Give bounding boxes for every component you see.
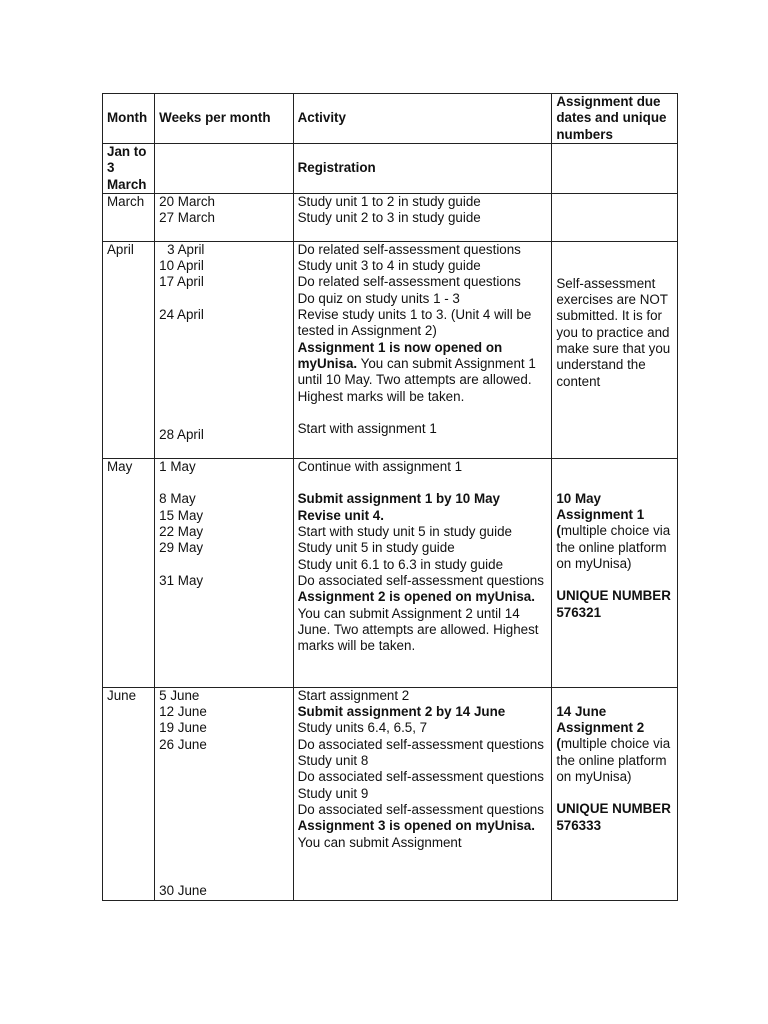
cell-assignment: [552, 687, 678, 900]
table-row-june: [103, 687, 678, 900]
unique-number: UNIQUE NUMBER 576321: [556, 588, 671, 620]
activity-line: Do associated self-assessment questions: [297, 769, 544, 785]
activity-line: Study unit 9: [297, 785, 369, 801]
activity-text: You can submit Assignment 1 until 10 May. Two attempts are allowed. Highest marks will be taken.: [297, 355, 536, 404]
cell-month: [103, 241, 155, 458]
activity-line: Continue with assignment 1: [297, 458, 463, 474]
week-label: 17 April: [159, 274, 204, 290]
week-label: 22 May: [159, 524, 204, 540]
cell-assignment: [552, 458, 678, 687]
week-label: 12 June: [159, 704, 207, 720]
activity-line: Study unit 2 to 3 in study guide: [297, 210, 481, 226]
activity-line: Do associated self-assessment questions: [297, 572, 544, 588]
activity-line: Study unit 1 to 2 in study guide: [297, 193, 481, 209]
table-row-april: [103, 241, 678, 458]
activity-bold: Assignment 2 is opened on myUnisa.: [297, 589, 535, 605]
cell-activity: [293, 241, 552, 458]
cell-month: [103, 687, 155, 900]
cell-assignment: [552, 193, 678, 241]
cell-activity: [293, 193, 552, 241]
month-label: May: [107, 458, 133, 474]
cell-weeks: [155, 241, 293, 458]
week-label: 19 June: [159, 720, 207, 736]
activity-paragraph: [298, 589, 548, 654]
week-label: 8 May: [159, 491, 196, 507]
week-label: 30 June: [159, 883, 207, 899]
cell-weeks: [155, 144, 293, 194]
cell-activity: [293, 458, 552, 687]
cell-weeks: [155, 193, 293, 241]
header-row: [103, 94, 678, 144]
header-weeks: Weeks per month: [155, 94, 293, 144]
cell-activity: [293, 687, 552, 900]
activity-line: Do related self-assessment questions: [297, 241, 521, 257]
week-label: 20 March: [159, 193, 215, 209]
schedule-table: [102, 93, 678, 901]
activity-line: Study units 6.4, 6.5, 7: [297, 720, 428, 736]
cell-assignment: [552, 144, 678, 194]
activity-line: Do quiz on study units 1 - 3: [297, 290, 460, 306]
month-label: Jan to 3 March: [107, 144, 147, 192]
assignment-date: 10 May: [556, 490, 602, 506]
assignment-desc: multiple choice via the online platform on myUnisa): [556, 523, 671, 572]
activity-text: You can submit Assignment 2 until 14 June. Two attempts are allowed. Highest marks will be taken.: [297, 605, 539, 654]
table-row-march: [103, 193, 678, 241]
month-label: June: [107, 687, 137, 703]
activity-bold: Assignment 3 is opened on myUnisa.: [297, 818, 535, 834]
activity-line: Revise study units 1 to 3. (Unit 4 will be tested in Assignment 2): [297, 307, 532, 339]
activity-line: Start assignment 2: [297, 687, 410, 703]
cell-weeks: [155, 458, 293, 687]
cell-activity: [293, 144, 552, 194]
week-label: 28 April: [159, 427, 204, 443]
week-label: 15 May: [159, 507, 204, 523]
activity-line: Study unit 3 to 4 in study guide: [297, 258, 481, 274]
assignment-open-paren: (: [556, 523, 561, 539]
week-label: 10 April: [159, 258, 204, 274]
unique-number: UNIQUE NUMBER 576333: [556, 801, 671, 833]
cell-month: [103, 193, 155, 241]
month-label: April: [107, 241, 134, 257]
cell-assignment: [552, 241, 678, 458]
activity-line: Study unit 5 in study guide: [297, 540, 455, 556]
table-row-may: [103, 458, 678, 687]
activity-bold: Submit assignment 1 by 10 May: [297, 491, 501, 507]
week-label: 26 June: [159, 736, 207, 752]
cell-month: [103, 458, 155, 687]
week-label: 31 May: [159, 572, 204, 588]
assignment-desc: multiple choice via the online platform on myUnisa): [556, 736, 671, 785]
assignment-note: Self-assessment exercises are NOT submitted. It is for you to practice and make sure that you understand the content: [556, 275, 671, 389]
assignment-name: Assignment 1: [556, 507, 645, 523]
activity-line: Start with study unit 5 in study guide: [297, 524, 512, 540]
assignment-desc-wrap: [556, 523, 673, 572]
week-label: 1 May: [159, 458, 196, 474]
activity-line: Study unit 6.1 to 6.3 in study guide: [297, 556, 504, 572]
activity-line: Start with assignment 1: [297, 420, 437, 436]
table-row-registration: [103, 144, 678, 194]
assignment-date: 14 June: [556, 703, 607, 719]
assignment-open-paren: (: [556, 736, 561, 752]
header-assignment: Assignment due dates and unique numbers: [552, 94, 678, 144]
assignment-name: Assignment 2: [556, 720, 645, 736]
activity-paragraph: [298, 818, 548, 851]
activity-bold: Revise unit 4.: [297, 507, 384, 523]
activity-paragraph: [298, 340, 548, 405]
week-label: 5 June: [159, 687, 200, 703]
week-label: 27 March: [159, 210, 215, 226]
week-label: 24 April: [159, 307, 204, 323]
activity-label: Registration: [297, 160, 376, 176]
activity-bold: Submit assignment 2 by 14 June: [297, 704, 506, 720]
activity-line: Do associated self-assessment questions: [297, 801, 544, 817]
header-month: Month: [103, 94, 155, 144]
activity-bold: Assignment 1 is now opened on myUnisa.: [297, 339, 503, 371]
assignment-desc-wrap: [556, 736, 673, 785]
activity-line: Study unit 8: [297, 753, 369, 769]
cell-month: [103, 144, 155, 194]
week-label: 29 May: [159, 540, 204, 556]
cell-weeks: [155, 687, 293, 900]
activity-text: You can submit Assignment: [297, 834, 462, 850]
week-label: 3 April: [167, 241, 205, 257]
activity-line: Do associated self-assessment questions: [297, 736, 544, 752]
header-activity: Activity: [293, 94, 552, 144]
month-label: March: [107, 193, 145, 209]
activity-line: Do related self-assessment questions: [297, 274, 521, 290]
